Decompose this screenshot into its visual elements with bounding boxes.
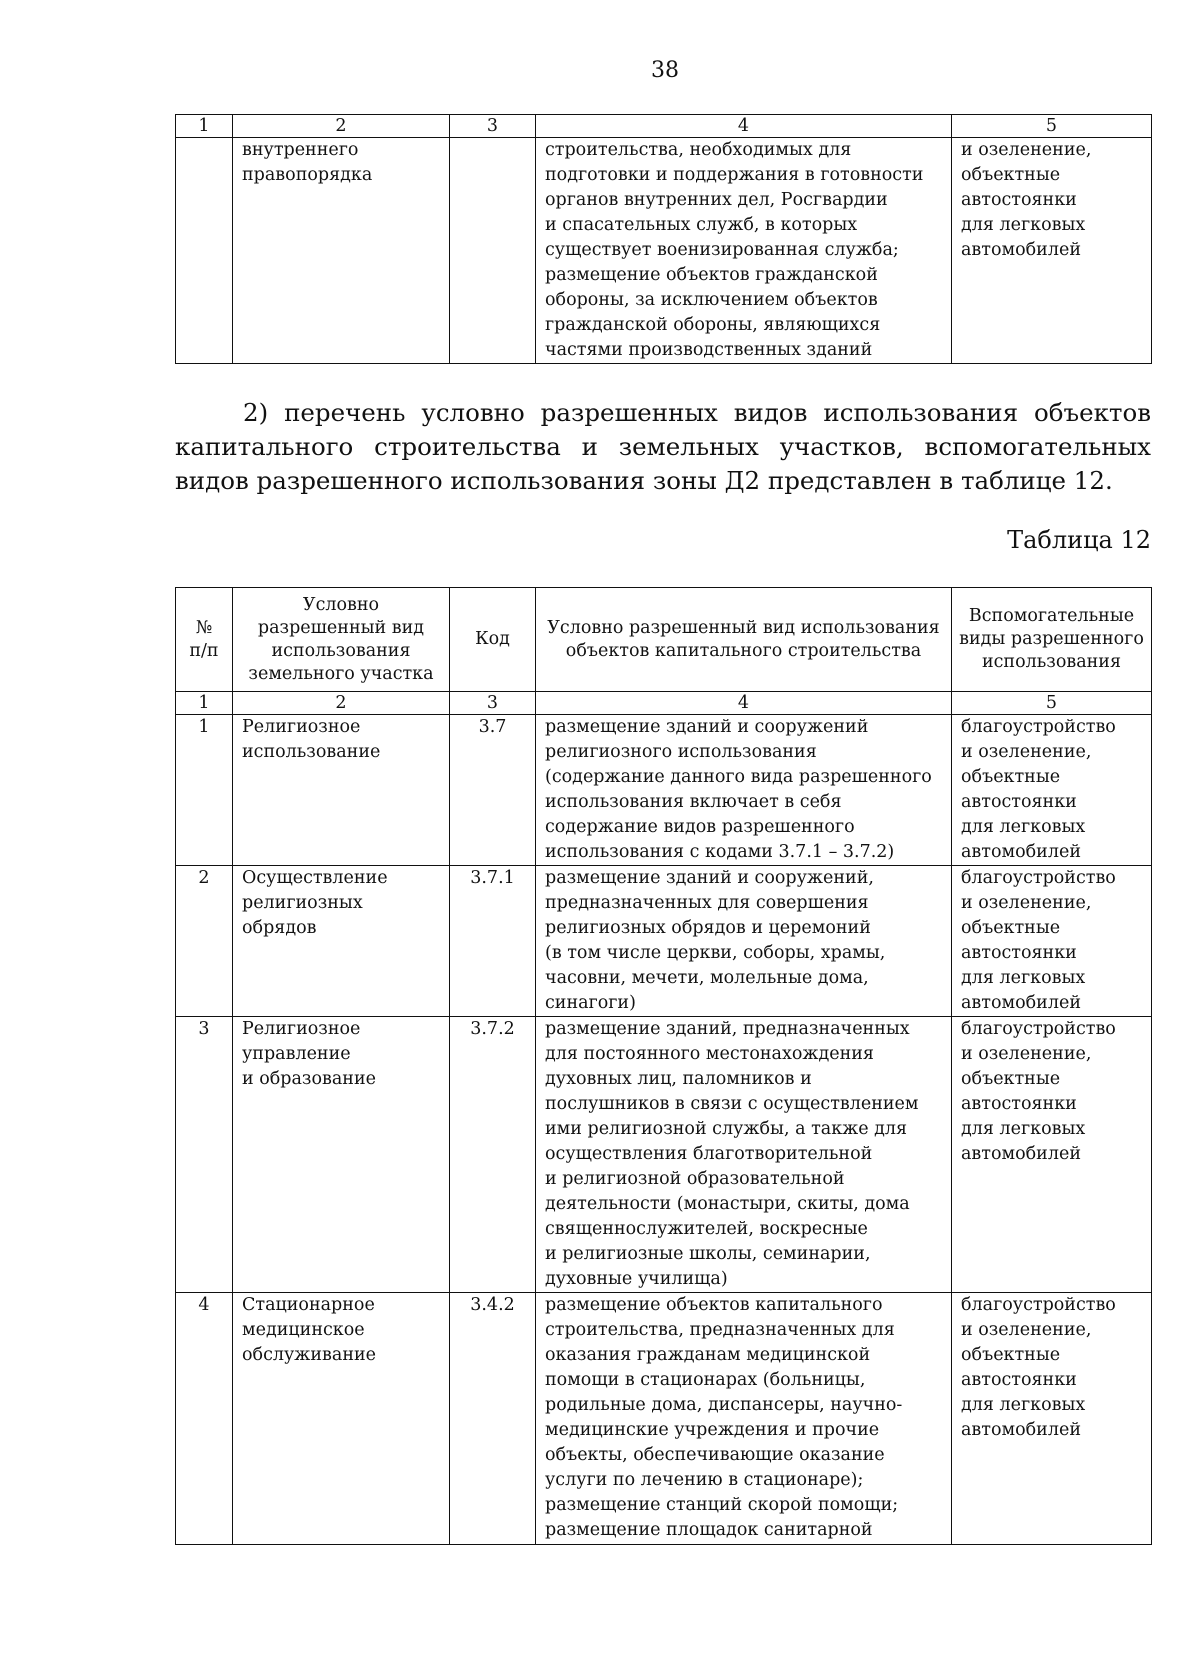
column-number: 1 <box>176 115 233 138</box>
use-code <box>450 138 536 364</box>
header-row <box>176 588 1152 692</box>
header-code: Код <box>450 588 536 692</box>
table-row <box>176 1017 1152 1293</box>
column-number-row <box>176 115 1152 138</box>
table-row <box>176 138 1152 364</box>
use-code: 3.7.1 <box>450 866 536 1017</box>
land-use-kind: Осуществление религиозных обрядов <box>233 866 450 1017</box>
row-number: 1 <box>176 715 233 866</box>
land-use-kind: Стационарное медицинское обслуживание <box>233 1293 450 1545</box>
land-use-kind: Религиозное управление и образование <box>233 1017 450 1293</box>
column-number-row <box>176 692 1152 715</box>
column-number: 3 <box>450 115 536 138</box>
land-use-kind: внутреннего правопорядка <box>233 138 450 364</box>
table-row <box>176 715 1152 866</box>
use-code: 3.4.2 <box>450 1293 536 1545</box>
page-number: 38 <box>651 58 679 83</box>
use-description: размещение зданий и сооружений религиозного использования (содержание данного вида разрешенного использования включает в себя содержание видов разрешенного использования с кодами 3.7.1 – 3.7.2) <box>536 715 952 866</box>
auxiliary-uses: благоустройство и озеленение, объектные автостоянки для легковых автомобилей <box>952 866 1152 1017</box>
body-paragraph <box>175 396 1151 498</box>
row-number: 2 <box>176 866 233 1017</box>
row-number: 3 <box>176 1017 233 1293</box>
header-kind: Условно разрешенный вид использования земельного участка <box>233 588 450 692</box>
auxiliary-uses: благоустройство и озеленение, объектные автостоянки для легковых автомобилей <box>952 1017 1152 1293</box>
column-number: 2 <box>233 115 450 138</box>
header-auxiliary: Вспомогательные виды разрешенного использования <box>952 588 1152 692</box>
header-description: Условно разрешенный вид использования объектов капитального строительства <box>536 588 952 692</box>
column-number: 5 <box>952 692 1152 715</box>
column-number: 5 <box>952 115 1152 138</box>
use-description: строительства, необходимых для подготовки и поддержания в готовности органов внутренних дел, Росгвардии и спасательных служб, в которых существует военизированная служба; размещение объектов гражданской обороны, за исключением объектов гражданской обороны, являющихся частями производственных зданий <box>536 138 952 364</box>
paragraph-text: 2) перечень условно разрешенных видов использования объектов капитального строительства и земельных участков, вспомогательных видов разрешенного использования зоны Д2 представлен в таблице 12. <box>175 398 1151 495</box>
column-number: 4 <box>536 692 952 715</box>
auxiliary-uses: благоустройство и озеленение, объектные автостоянки для легковых автомобилей <box>952 715 1152 866</box>
table-row <box>176 866 1152 1017</box>
table-12 <box>175 587 1152 1545</box>
land-use-kind: Религиозное использование <box>233 715 450 866</box>
column-number: 2 <box>233 692 450 715</box>
column-number: 3 <box>450 692 536 715</box>
auxiliary-uses: благоустройство и озеленение, объектные автостоянки для легковых автомобилей <box>952 1293 1152 1545</box>
auxiliary-uses: и озеленение, объектные автостоянки для легковых автомобилей <box>952 138 1152 364</box>
use-description: размещение зданий, предназначенных для постоянного местонахождения духовных лиц, паломников и послушников в связи с осуществлением ими религиозной службы, а также для осуществления благотворительной и религиозной образовательной деятельности (монастыри, скиты, дома священнослужителей, воскресные и религиозные школы, семинарии, духовные училища) <box>536 1017 952 1293</box>
column-number: 1 <box>176 692 233 715</box>
use-description: размещение объектов капитального строительства, предназначенных для оказания гражданам медицинской помощи в стационарах (больницы, родильные дома, диспансеры, научно- медицинские учреждения и прочие объекты, обеспечивающие оказание услуги по лечению в стационаре); размещение станций скорой помощи; размещение площадок санитарной <box>536 1293 952 1545</box>
use-code: 3.7.2 <box>450 1017 536 1293</box>
continued-table <box>175 114 1152 364</box>
use-code: 3.7 <box>450 715 536 866</box>
column-number: 4 <box>536 115 952 138</box>
row-number <box>176 138 233 364</box>
table-row <box>176 1293 1152 1545</box>
use-description: размещение зданий и сооружений, предназначенных для совершения религиозных обрядов и церемоний (в том числе церкви, соборы, храмы, часовни, мечети, молельные дома, синагоги) <box>536 866 952 1017</box>
table-caption: Таблица 12 <box>1007 526 1151 554</box>
row-number: 4 <box>176 1293 233 1545</box>
header-num: № п/п <box>176 588 233 692</box>
